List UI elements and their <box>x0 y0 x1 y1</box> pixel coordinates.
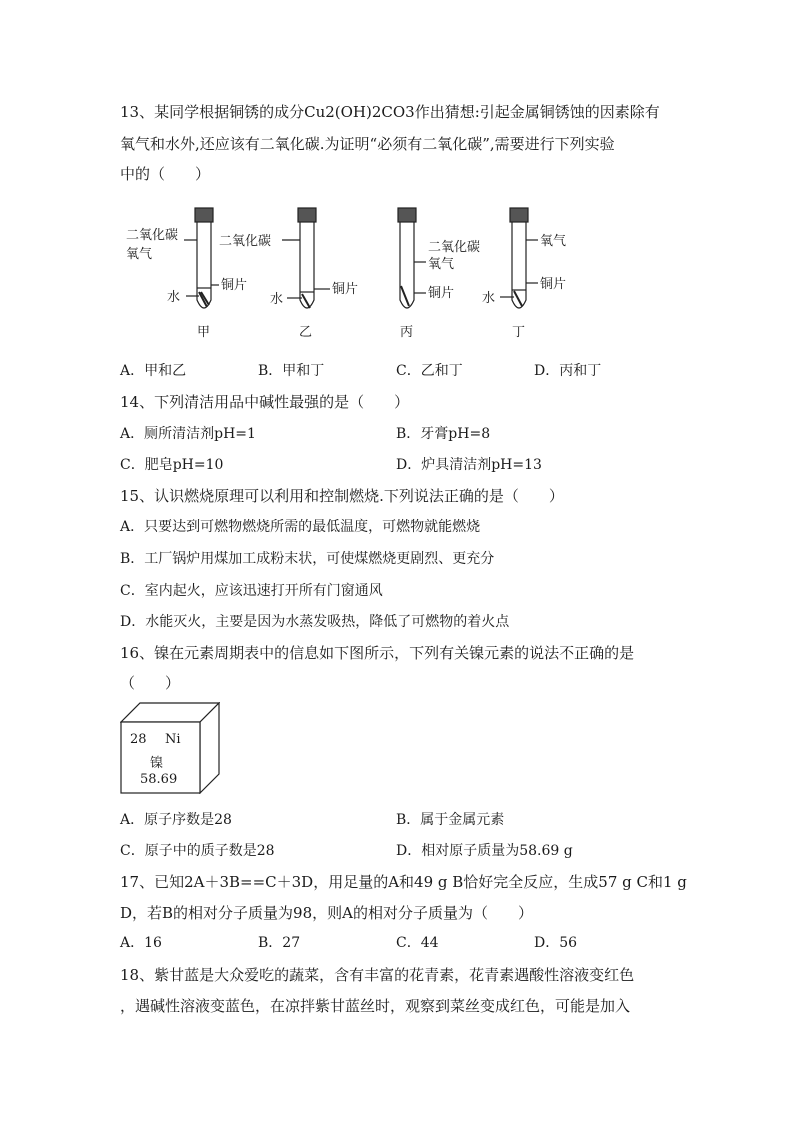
q16-option-c: C．原子中的质子数是28 <box>120 843 275 859</box>
tube3-name: 丙 <box>400 325 414 340</box>
tube4-metal-label: 铜片 <box>540 277 567 292</box>
q15-option-b: B．工厂锅炉用煤加工成粉末状，可使煤燃烧更剧烈、更充分 <box>120 551 495 567</box>
q17-line-2: D，若B的相对分子质量为98，则A的相对分子质量为（ ） <box>120 904 533 922</box>
q17-option-c: C．44 <box>396 935 439 951</box>
element-symbol: Ni <box>165 732 181 747</box>
tube1-water-label: 水 <box>167 290 181 305</box>
q18-line-1: 18、紫甘蓝是大众爱吃的蔬菜，含有丰富的花青素，花青素遇酸性溶液变红色 <box>120 966 635 984</box>
tube4-name: 丁 <box>512 325 526 340</box>
tube1-metal-label: 铜片 <box>221 278 248 293</box>
tube1-gas2-label: 氧气 <box>126 247 153 262</box>
q14-option-c: C．肥皂pH=10 <box>120 457 224 473</box>
element-atomic-number: 28 <box>130 732 147 747</box>
tube3-gas2-label: 氧气 <box>428 257 455 272</box>
q13-option-a: A．甲和乙 <box>120 363 187 379</box>
q16-option-a: A．原子序数是28 <box>120 812 232 828</box>
q16-stem: 16、镍在元素周期表中的信息如下图所示，下列有关镍元素的说法不正确的是 <box>120 644 635 662</box>
q17-option-a: A．16 <box>120 935 162 951</box>
q14-option-a: A．厕所清洁剂pH=1 <box>120 426 256 442</box>
tube3-gas1-label: 二氧化碳 <box>428 240 481 255</box>
tube4-gas1-label: 氧气 <box>540 234 567 249</box>
q15-option-a: A．只要达到可燃物燃烧所需的最低温度，可燃物就能燃烧 <box>120 519 481 535</box>
q14-option-d: D．炉具清洁剂pH=13 <box>396 457 542 473</box>
tube-yi <box>282 208 330 308</box>
nickel-element-card <box>120 702 220 794</box>
q13-line-3: 中的（ ） <box>120 165 211 183</box>
tube4-water-label: 水 <box>482 291 496 306</box>
element-mass: 58.69 <box>140 772 178 787</box>
tube-jia <box>184 208 219 308</box>
element-name: 镍 <box>150 756 164 771</box>
q13-option-c: C．乙和丁 <box>396 363 463 379</box>
tube2-metal-label: 铜片 <box>332 282 359 297</box>
tube1-gas1-label: 二氧化碳 <box>126 228 179 243</box>
test-tube-figure <box>0 0 794 360</box>
q13-line-1: 13、某同学根据铜锈的成分Cu2(OH)2CO3作出猜想:引起金属铜锈蚀的因素除有 <box>120 103 660 121</box>
q17-option-b: B．27 <box>258 935 301 951</box>
q13-line-2: 氧气和水外,还应该有二氧化碳.为证明“必须有二氧化碳”,需要进行下列实验 <box>120 135 615 153</box>
q13-option-b: B．甲和丁 <box>258 363 325 379</box>
q14-stem: 14、下列清洁用品中碱性最强的是（ ） <box>120 393 410 411</box>
q17-line-1: 17、已知2A＋3B==C＋3D，用足量的A和49 g B恰好完全反应，生成57 g C和1 g <box>120 873 687 891</box>
q17-option-d: D．56 <box>534 935 578 951</box>
q16-stem-paren: （ ） <box>120 674 181 692</box>
tube2-name: 乙 <box>299 325 313 340</box>
q15-option-d: D．水能灭火，主要是因为水蒸发吸热，降低了可燃物的着火点 <box>120 614 510 630</box>
q15-stem: 15、认识燃烧原理可以利用和控制燃烧.下列说法正确的是（ ） <box>120 487 564 505</box>
tube-ding <box>500 208 538 308</box>
q13-option-d: D．丙和丁 <box>534 363 602 379</box>
q16-option-d: D．相对原子质量为58.69 g <box>396 843 573 859</box>
q18-line-2: ，遇碱性溶液变蓝色，在凉拌紫甘蓝丝时，观察到菜丝变成红色，可能是加入 <box>120 997 631 1015</box>
tube1-name: 甲 <box>197 325 211 340</box>
q14-option-b: B．牙膏pH=8 <box>396 426 491 442</box>
q16-option-b: B．属于金属元素 <box>396 812 505 828</box>
tube2-gas1-label: 二氧化碳 <box>219 234 272 249</box>
tube3-metal-label: 铜片 <box>428 286 455 301</box>
q15-option-c: C．室内起火，应该迅速打开所有门窗通风 <box>120 583 383 599</box>
tube-bing <box>398 208 426 308</box>
tube2-water-label: 水 <box>270 292 284 307</box>
